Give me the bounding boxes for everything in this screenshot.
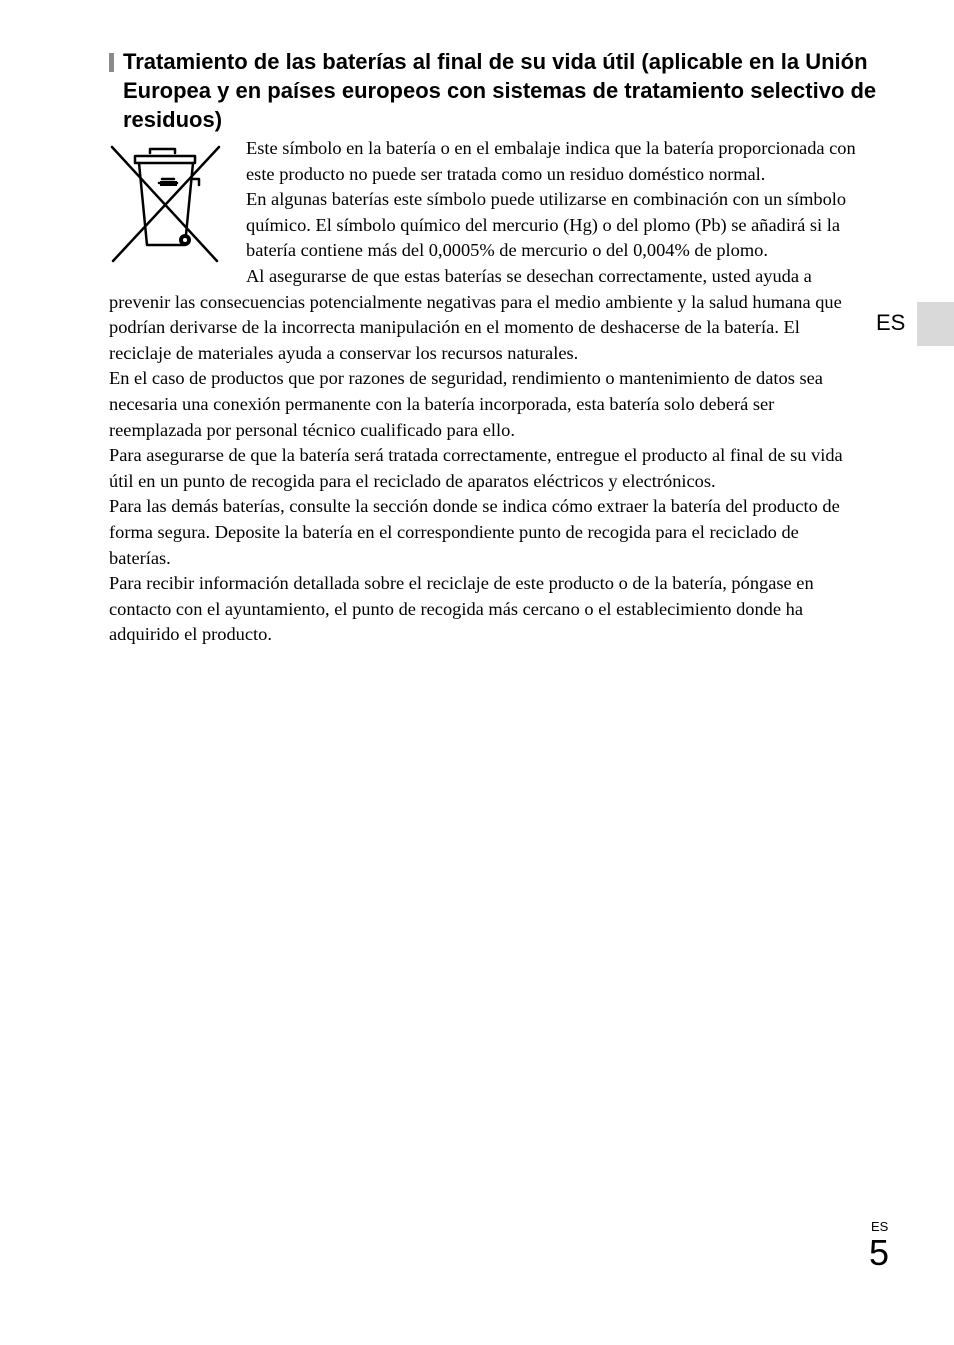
paragraph-symbol-meaning: Este símbolo en la batería o en el embalaje indica que la batería proporcionada con este producto no puede ser tratada como un residuo doméstico normal. — [246, 138, 856, 184]
footer-language: ES — [871, 1219, 889, 1234]
paragraph-permanent-battery: En el caso de productos que por razones de seguridad, rendimiento o mantenimiento de datos sea necesaria una conexión permanente con la batería incorporada, esta batería solo deberá ser reemplazada por personal técnico cualificado para ello. — [109, 368, 823, 440]
paragraph-chemical-symbol: En algunas baterías este símbolo puede utilizarse en combinación con un símbolo químico. El símbolo químico del mercurio (Hg) o del plomo (Pb) se añadirá si la batería contiene más del 0,0005% de mercurio o del 0,004% de plomo. — [246, 189, 847, 261]
paragraph-correct-disposal: Al asegurarse de que estas baterías se desechan correctamente, usted ayuda a prevenir las consecuencias potencialmente negativas para el medio ambiente y la salud humana que podrían derivarse de la incorrecta manipulación en el momento de deshacerse de la batería. El reciclaje de materiales ayuda a conservar los recursos naturales. — [109, 265, 842, 363]
paragraph-more-information: Para recibir información detallada sobre el reciclaje de este producto o de la batería, póngase en contacto con el ayuntamiento, el punto de recogida más cercano o el establecimiento donde ha adquirido el producto. — [109, 573, 814, 645]
paragraph-other-batteries: Para las demás baterías, consulte la sección donde se indica cómo extraer la batería del producto de forma segura. Deposite la batería en el correspondiente punto de recogida para el reciclado de baterías. — [109, 496, 840, 568]
section-body — [109, 136, 861, 648]
language-tab-label: ES — [876, 310, 906, 335]
language-tab — [917, 302, 954, 346]
section-heading — [109, 47, 879, 134]
section-heading-text: Tratamiento de las baterías al final de su vida útil (aplicable en la Unión Europea y en países europeos con sistemas de tratamiento selectivo de residuos) — [123, 49, 877, 132]
page-number: 5 — [869, 1232, 890, 1273]
icon-spacer — [109, 136, 246, 289]
paragraph-collection-point: Para asegurarse de que la batería será tratada correctamente, entregue el producto al final de su vida útil en un punto de recogida para el reciclado de aparatos eléctricos y electrónicos. — [109, 445, 843, 491]
heading-marker — [109, 53, 114, 72]
